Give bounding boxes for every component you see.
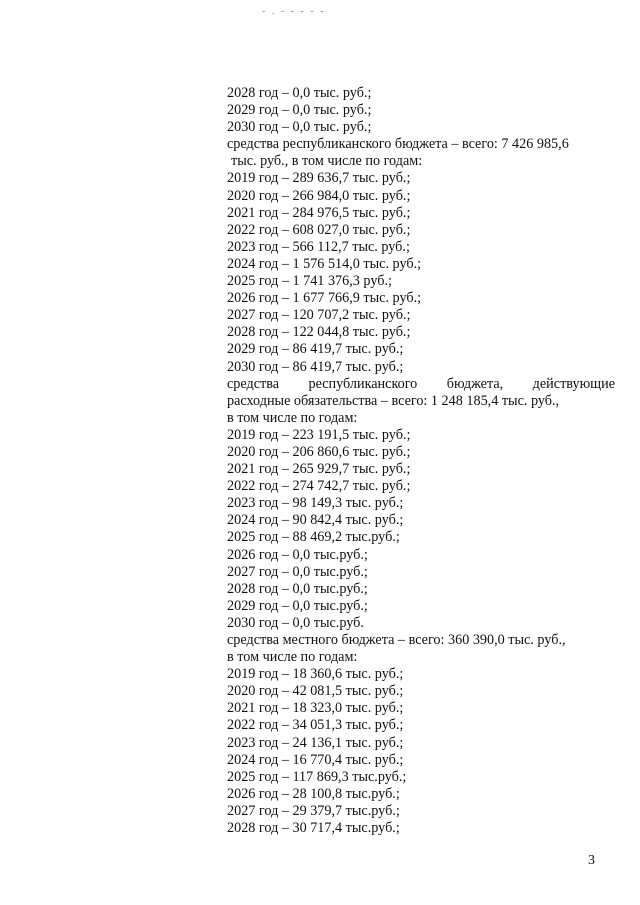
text-line: 2027 год – 29 379,7 тыс.руб.; <box>227 802 400 819</box>
text-line: 2029 год – 0,0 тыс.руб.; <box>227 597 368 614</box>
text-line: 2021 год – 18 323,0 тыс. руб.; <box>227 700 404 717</box>
document-body <box>227 85 615 837</box>
text-line: средства местного бюджета – всего: 360 390,0 тыс. руб., <box>227 632 566 648</box>
justified-word: действующие <box>532 375 615 392</box>
text-line: 2029 год – 86 419,7 тыс. руб.; <box>227 341 404 358</box>
text-line: 2026 год – 1 677 766,9 тыс. руб.; <box>227 290 422 307</box>
text-line: 2030 год – 0,0 тыс. руб.; <box>227 119 372 136</box>
text-line: 2023 год – 24 136,1 тыс. руб.; <box>227 734 404 751</box>
text-line: 2028 год – 30 717,4 тыс.руб.; <box>227 820 400 837</box>
text-line: тыс. руб., в том числе по годам: <box>231 153 423 170</box>
text-line: в том числе по годам: <box>227 409 358 426</box>
text-line: 2019 год – 223 191,5 тыс. руб.; <box>227 426 411 443</box>
text-line: расходные обязательства – всего: 1 248 185,4 тыс. руб., <box>227 392 560 409</box>
justified-word: средства <box>227 375 280 392</box>
text-line: 2020 год – 42 081,5 тыс. руб.; <box>227 683 404 700</box>
text-line: 2028 год – 122 044,8 тыс. руб.; <box>227 324 411 341</box>
text-line: 2029 год – 0,0 тыс. руб.; <box>227 102 372 119</box>
text-line: средства республиканского бюджета – всего: 7 426 985,6 <box>227 136 569 153</box>
text-line: 2026 год – 0,0 тыс.руб.; <box>227 546 368 563</box>
text-line: 2025 год – 117 869,3 тыс.руб.; <box>227 768 407 785</box>
text-line: 2024 год – 90 842,4 тыс. руб.; <box>227 512 404 529</box>
text-line: 2023 год – 98 149,3 тыс. руб.; <box>227 495 404 512</box>
text-line: 2025 год – 88 469,2 тыс.руб.; <box>227 529 400 546</box>
text-line: 2020 год – 206 860,6 тыс. руб.; <box>227 443 411 460</box>
text-line-justified <box>227 376 615 393</box>
text-line: 2028 год – 0,0 тыс. руб.; <box>227 85 372 101</box>
text-line: 2027 год – 0,0 тыс.руб.; <box>227 563 368 580</box>
text-line: 2019 год – 18 360,6 тыс. руб.; <box>227 666 404 683</box>
text-line: 2022 год – 274 742,7 тыс. руб.; <box>227 478 411 495</box>
text-line: в том числе по годам: <box>227 649 358 666</box>
text-line: 2020 год – 266 984,0 тыс. руб.; <box>227 187 411 204</box>
text-line: 2021 год – 265 929,7 тыс. руб.; <box>227 461 411 478</box>
text-line: 2028 год – 0,0 тыс.руб.; <box>227 580 368 597</box>
text-line: 2027 год – 120 707,2 тыс. руб.; <box>227 307 411 324</box>
justified-word: республиканского <box>308 375 418 392</box>
scan-header-marks: - . - - - - - <box>262 6 326 17</box>
text-line: 2022 год – 608 027,0 тыс. руб.; <box>227 221 411 238</box>
text-line: 2023 год – 566 112,7 тыс. руб.; <box>227 238 410 255</box>
text-line: 2026 год – 28 100,8 тыс.руб.; <box>227 785 400 802</box>
text-line: 2024 год – 1 576 514,0 тыс. руб.; <box>227 255 422 272</box>
text-line: 2030 год – 0,0 тыс.руб. <box>227 614 364 631</box>
text-line: 2022 год – 34 051,3 тыс. руб.; <box>227 717 404 734</box>
text-line: 2024 год – 16 770,4 тыс. руб.; <box>227 751 404 768</box>
text-line: 2021 год – 284 976,5 тыс. руб.; <box>227 204 411 221</box>
page-number: 3 <box>588 853 595 868</box>
justified-word: бюджета, <box>446 375 504 392</box>
text-line: 2019 год – 289 636,7 тыс. руб.; <box>227 170 411 187</box>
text-line: 2030 год – 86 419,7 тыс. руб.; <box>227 358 404 375</box>
text-line: 2025 год – 1 741 376,3 руб.; <box>227 273 392 290</box>
